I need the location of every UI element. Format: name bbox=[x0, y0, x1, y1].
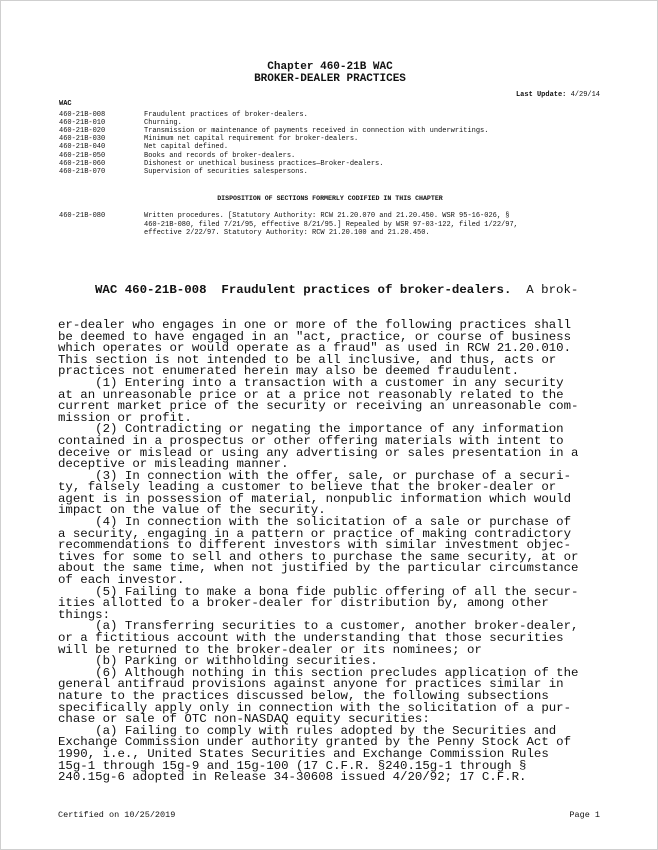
section-line: practices not enumerated herein may also be deemed fraudulent. bbox=[58, 364, 520, 379]
section-line: current market price of the security or receiving an unreasonable com- bbox=[58, 399, 579, 414]
toc-item-title: Transmission or maintenance of payments received in connection with underwritings. bbox=[144, 127, 489, 136]
section-line: (a) Transferring securities to a customer, another broker-dealer, bbox=[58, 619, 579, 634]
section-line: ty, falsely leading a customer to believe that the broker-dealer or bbox=[58, 480, 557, 495]
toc-item-code: 460-21B-050 bbox=[59, 151, 106, 160]
toc-item-code: 460-21B-070 bbox=[59, 167, 106, 176]
toc-item-code: 460-21B-020 bbox=[59, 127, 106, 136]
toc-item-code: 460-21B-060 bbox=[59, 159, 106, 168]
toc-heading: WAC bbox=[59, 100, 72, 108]
toc-item-code: 460-21B-040 bbox=[59, 143, 106, 152]
toc-item-code: 460-21B-030 bbox=[59, 135, 106, 144]
section-line: 240.15g-6 adopted in Release 34-30608 issued 4/20/92; 17 C.F.R. bbox=[58, 770, 527, 785]
toc-item-title: Fraudulent practices of broker-dealers. bbox=[144, 111, 308, 119]
section-line: ities allotted to a broker-dealer for distribution by, among other bbox=[58, 596, 549, 611]
section-body bbox=[58, 262, 602, 807]
section-line: deceptive or misleading manner. bbox=[58, 457, 289, 472]
section-line: things: bbox=[58, 607, 111, 622]
section-line: a security, engaging in a pattern or practice of making contradictory bbox=[58, 526, 572, 541]
section-line: (6) Although nothing in this section precludes application of the bbox=[58, 665, 579, 680]
disposition-line: effective 2/22/97. Statutory Authority: RCW 21.20.100 and 21.20.450. bbox=[144, 229, 430, 238]
toc-item bbox=[59, 168, 619, 177]
chapter-title: Chapter 460-21B WAC bbox=[267, 61, 393, 73]
last-update-label: Last Update: bbox=[515, 91, 567, 99]
section-line: contained in a prospectus or other offering materials with intent to bbox=[58, 433, 564, 448]
section-line: agent is in possession of material, nonpublic information which would bbox=[58, 491, 572, 506]
section-line: which operates or would operate as a fraud" as used in RCW 21.20.010. bbox=[58, 341, 572, 356]
section-line: of each investor. bbox=[58, 573, 185, 588]
toc-item-code: 460-21B-010 bbox=[59, 119, 106, 128]
section-line: mission or profit. bbox=[58, 410, 192, 425]
last-update-value: 4/29/14 bbox=[570, 91, 600, 99]
section-line: general antifraud provisions against anyone for practices similar in bbox=[58, 677, 564, 692]
section-heading-tail: A brok- bbox=[526, 283, 579, 298]
section-line: er-dealer who engages in one or more of the following practices shall bbox=[58, 317, 572, 332]
page-number: Page 1 bbox=[569, 810, 600, 820]
section-line: tives for some to sell and others to purchase the same security, at or bbox=[58, 549, 579, 564]
toc-item-title: Net capital defined. bbox=[144, 143, 229, 152]
toc-item-title: Minimum net capital requirement for broker-dealers. bbox=[144, 135, 359, 144]
chapter-subtitle: BROKER-DEALER PRACTICES bbox=[254, 73, 406, 85]
section-line: This section is not intended to be all inclusive, and thus, acts or bbox=[58, 352, 557, 367]
toc-item-code: 460-21B-008 bbox=[59, 111, 106, 119]
section-line: (5) Failing to make a bona fide public offering of all the secur- bbox=[58, 584, 579, 599]
section-line: (4) In connection with the solicitation of a sale or purchase of bbox=[58, 515, 572, 530]
section-line: Exchange Commission under authority granted by the Penny Stock Act of bbox=[58, 735, 572, 750]
disposition-line: 460-21B-080, filed 7/21/95, effective 8/21/95.] Repealed by WSR 97-03-122, filed 1/22/97, bbox=[144, 220, 518, 229]
section-line: recommendations to different investors with similar investment objec- bbox=[58, 538, 572, 553]
toc-item-title: Supervision of securities salespersons. bbox=[144, 167, 308, 176]
section-heading-line bbox=[58, 285, 602, 297]
section-line: (a) Failing to comply with rules adopted by the Securities and bbox=[58, 723, 557, 738]
section-line: 15g-1 through 15g-9 and 15g-100 (17 C.F.R. §240.15g-1 through § bbox=[58, 758, 527, 773]
section-line: (3) In connection with the offer, sale, or purchase of a securi- bbox=[58, 468, 572, 483]
disposition-code: 460-21B-080 bbox=[59, 212, 106, 220]
section-line: (b) Parking or withholding securities. bbox=[58, 654, 378, 669]
disposition-line: Written procedures. [Statutory Authority: RCW 21.20.070 and 21.20.450. WSR 95-16-026, § bbox=[144, 212, 510, 220]
section-line: at an unreasonable price or at a price not reasonably related to the bbox=[58, 387, 564, 402]
section-line: impact on the value of the security. bbox=[58, 503, 326, 518]
section-line: will be returned to the broker-dealer or its nominees; or bbox=[58, 642, 482, 657]
toc-item-title: Books and records of broker-dealers. bbox=[144, 151, 296, 160]
section-line: 1990, i.e., United States Securities and Exchange Commission Rules bbox=[58, 746, 549, 761]
section-line: (1) Entering into a transaction with a customer in any security bbox=[58, 375, 564, 390]
section-line: deceive or mislead or using any advertising or sales presentation in a bbox=[58, 445, 579, 460]
toc-item-title: Churning. bbox=[144, 119, 182, 128]
section-line: specifically apply only in connection with the solicitation of a pur- bbox=[58, 700, 572, 715]
certified-date: Certified on 10/25/2019 bbox=[58, 810, 176, 820]
section-line: (2) Contradicting or negating the importance of any information bbox=[58, 422, 564, 437]
section-line: nature to the practices discussed below, the following subsections bbox=[58, 688, 549, 703]
disposition-heading: DISPOSITION OF SECTIONS FORMERLY CODIFIED IN THIS CHAPTER bbox=[217, 195, 443, 202]
last-update bbox=[516, 91, 600, 100]
section-line: be deemed to have engaged in an "act, practice, or course of business bbox=[58, 329, 572, 344]
section-line: or a fictitious account with the understanding that those securities bbox=[58, 631, 564, 645]
section-heading: WAC 460-21B-008 Fraudulent practices of broker-dealers. bbox=[95, 283, 512, 298]
toc-item-title: Dishonest or unethical business practices—Broker-dealers. bbox=[144, 159, 384, 168]
section-line: about the same time, when not justified by the particular circumstance bbox=[58, 561, 579, 576]
section-lines bbox=[58, 317, 602, 785]
section-line: chase or sale of OTC non-NASDAQ equity securities: bbox=[58, 712, 430, 727]
